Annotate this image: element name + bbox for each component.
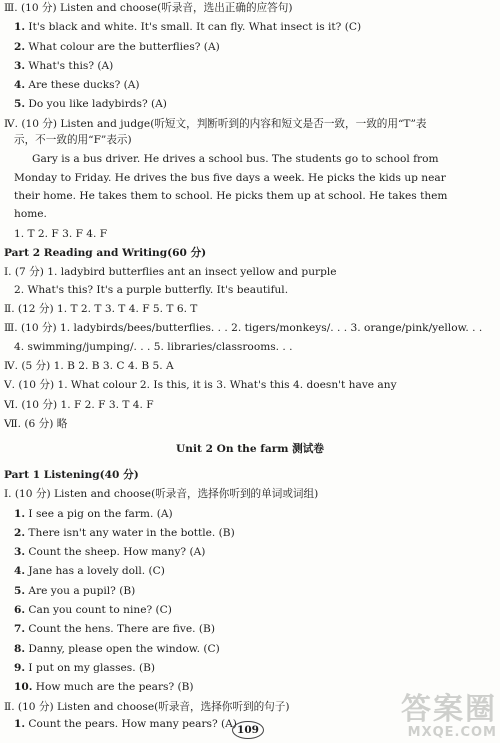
line-text: Are these ducks? (A) [25, 79, 140, 91]
text-line [14, 172, 446, 185]
line-text: What colour are the butterflies? (A) [25, 41, 220, 53]
item-number: 2. [14, 41, 26, 53]
text-line [14, 98, 167, 111]
line-text: Monday to Friday. He drives the bus five days a week. He picks the kids up near [14, 172, 446, 184]
text-line [14, 190, 447, 203]
item-number: 5. [14, 98, 26, 110]
line-text: Ⅱ. (10 分) Listen and choose(听录音，选择你听到的句子) [4, 701, 290, 713]
text-line [4, 469, 139, 482]
text-line [14, 79, 140, 92]
line-text: Are you a pupil? (B) [25, 585, 136, 597]
text-line [0, 443, 500, 456]
line-text: Ⅶ. (6 分) 略 [4, 418, 68, 430]
watermark-big-text: 答案圈 [401, 692, 497, 727]
item-number: 7. [14, 623, 26, 635]
text-line [14, 546, 205, 559]
line-text: Count the hens. There are five. (B) [25, 623, 215, 635]
item-number: 6. [14, 604, 26, 616]
item-number: 4. [14, 79, 26, 91]
text-line [4, 247, 206, 260]
line-text: I put on my glasses. (B) [25, 662, 156, 674]
line-text: Jane has a lovely doll. (C) [25, 565, 165, 577]
text-line [14, 718, 237, 731]
text-line [14, 134, 132, 147]
text-line [4, 418, 67, 431]
text-line [14, 604, 172, 617]
item-number: 1. [14, 21, 26, 33]
item-number: 10. [14, 681, 33, 693]
line-text: home. [14, 208, 47, 220]
line-text: There isn't any water in the bottle. (B) [25, 527, 235, 539]
line-text: Ⅰ. (10 分) Listen and choose(听录音，选择你听到的单词或词组) [4, 488, 319, 500]
line-text: What's this? (A) [25, 60, 114, 72]
line-text: Unit 2 On the farm 测试卷 [176, 443, 324, 455]
text-line [4, 2, 293, 15]
watermark-logo [345, 694, 497, 742]
line-text: Ⅱ. (12 分) 1. T 2. T 3. T 4. F 5. T 6. T [4, 303, 198, 315]
line-text: Ⅴ. (10 分) 1. What colour 2. Is this, it is 3. What's this 4. doesn't have any [4, 379, 397, 391]
text-line [14, 681, 194, 694]
text-line [14, 21, 361, 34]
item-number: 4. [14, 565, 26, 577]
text-line [14, 228, 107, 241]
line-text: Count the sheep. How many? (A) [25, 546, 206, 558]
line-text: It's black and white. It's small. It can fly. What insect is it? (C) [25, 21, 362, 33]
text-line [14, 643, 220, 656]
line-text: Do you like ladybirds? (A) [25, 98, 167, 110]
line-text: 2. What's this? It's a purple butterfly. It's beautiful. [14, 284, 289, 296]
text-line [4, 118, 426, 131]
item-number: 3. [14, 60, 26, 72]
text-line [14, 208, 47, 221]
text-line [32, 153, 439, 166]
line-text: 4. swimming/jumping/. . . 5. libraries/classrooms. . . [14, 341, 293, 353]
line-text: Ⅲ. (10 分) 1. ladybirds/bees/butterflies. . . 2. tigers/monkeys/. . . 3. orange/pink/yellow. . . [4, 322, 483, 334]
text-line [14, 60, 113, 73]
text-line [14, 41, 220, 54]
line-text: Ⅳ. (10 分) Listen and judge(听短文，判断听到的内容和短文是否一致，一致的用“T”表 [4, 118, 427, 130]
text-line [14, 623, 215, 636]
line-text: I see a pig on the farm. (A) [25, 508, 173, 520]
text-line [14, 585, 135, 598]
line-text: their home. He takes them to school. He picks them up at school. He takes them [14, 190, 448, 202]
text-line [14, 341, 293, 354]
text-line [4, 399, 154, 412]
text-line [14, 284, 288, 297]
line-text: Ⅰ. (7 分) 1. ladybird butterflies ant an insect yellow and purple [4, 266, 337, 278]
line-text: 1. T 2. F 3. F 4. F [14, 228, 108, 240]
watermark-small-text: MXQE.COM [407, 725, 497, 740]
text-line [4, 322, 482, 335]
item-number: 2. [14, 527, 26, 539]
line-text: Can you count to nine? (C) [25, 604, 172, 616]
text-line [14, 508, 173, 521]
line-text: Gary is a bus driver. He drives a school bus. The students go to school from [32, 153, 439, 165]
text-line [14, 565, 165, 578]
text-line [4, 303, 197, 316]
line-text: How much are the pears? (B) [32, 681, 194, 693]
text-line [4, 701, 289, 714]
line-text: Count the pears. How many pears? (A) [25, 718, 237, 730]
item-number: 5. [14, 585, 26, 597]
text-line [14, 662, 155, 675]
item-number: 1. [14, 508, 26, 520]
line-text: Ⅲ. (10 分) Listen and choose(听录音，选出正确的应答句) [4, 2, 293, 14]
text-line [4, 379, 397, 392]
line-text: Danny, please open the window. (C) [25, 643, 220, 655]
item-number: 1. [14, 718, 26, 730]
line-text: Part 2 Reading and Writing(60 分) [4, 247, 207, 259]
text-line [4, 266, 337, 279]
line-text: 示，不一致的用“F”表示) [14, 134, 132, 146]
page-number: 109 [233, 722, 263, 738]
item-number: 3. [14, 546, 26, 558]
text-line [4, 488, 318, 501]
line-text: Ⅳ. (5 分) 1. B 2. B 3. C 4. B 5. A [4, 360, 174, 372]
line-text: Ⅵ. (10 分) 1. F 2. F 3. T 4. F [4, 399, 154, 411]
text-line [14, 527, 235, 540]
line-text: Part 1 Listening(40 分) [4, 469, 139, 481]
item-number: 9. [14, 662, 26, 674]
text-line [4, 360, 174, 373]
item-number: 8. [14, 643, 26, 655]
